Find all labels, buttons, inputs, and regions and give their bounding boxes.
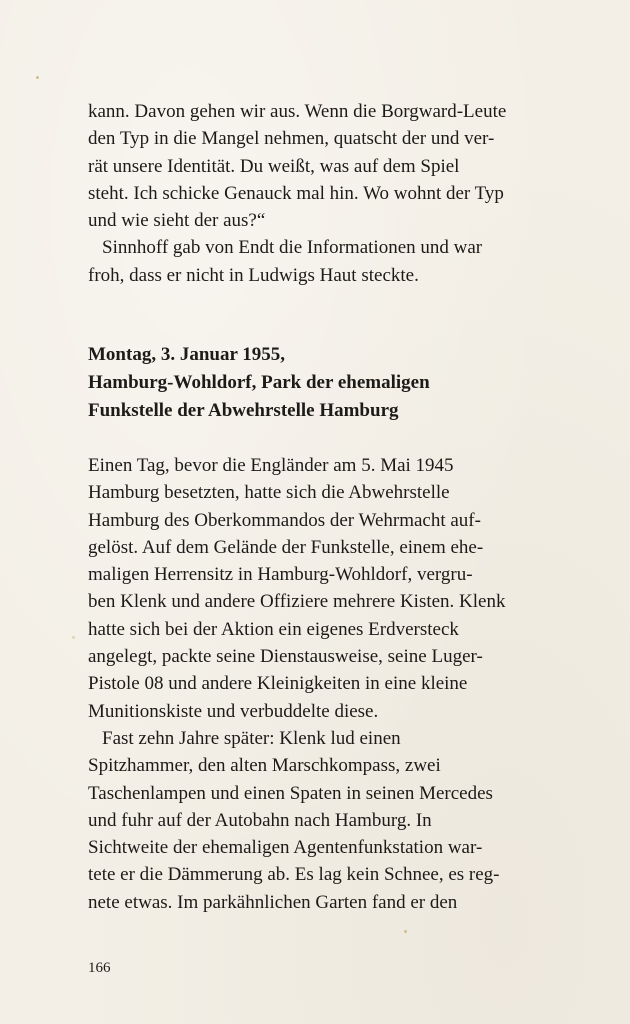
heading-line: Montag, 3. Januar 1955, — [88, 344, 286, 365]
text-line: den Typ in die Mangel nehmen, quatscht der und ver- — [88, 128, 495, 150]
paper-speck — [404, 930, 407, 933]
top-paragraph — [88, 98, 528, 289]
text-line: Einen Tag, bevor die Engländer am 5. Mai 1945 — [88, 455, 454, 476]
heading-line: Hamburg-Wohldorf, Park der ehemaligen — [88, 371, 430, 393]
text-line: nete etwas. Im parkähnlichen Garten fand er den — [88, 891, 458, 913]
text-line: tete er die Dämmerung ab. Es lag kein Schnee, es reg- — [88, 864, 500, 886]
text-line: Spitzhammer, den alten Marschkompass, zwei — [88, 755, 441, 777]
text-line: steht. Ich schicke Genauck mal hin. Wo wohnt der Typ — [88, 182, 504, 204]
page-number: 166 — [88, 960, 111, 976]
section-heading — [88, 341, 548, 424]
heading-line: Funkstelle der Abwehrstelle Hamburg — [88, 399, 399, 421]
text-line: maligen Herrensitz in Hamburg-Wohldorf, vergru- — [88, 564, 473, 586]
text-line: Hamburg besetzten, hatte sich die Abwehrstelle — [88, 482, 450, 504]
text-line: Taschenlampen und einen Spaten in seinen Mercedes — [88, 782, 493, 804]
main-text — [88, 452, 528, 916]
text-line: gelöst. Auf dem Gelände der Funkstelle, einem ehe- — [88, 536, 484, 558]
text-line: kann. Davon gehen wir aus. Wenn die Borgward-Leute — [88, 101, 507, 122]
text-line: Munitionskiste und verbuddelte diese. — [88, 700, 379, 722]
text-line: und wie sieht der aus?“ — [88, 210, 266, 232]
text-line: ben Klenk und andere Offiziere mehrere Kisten. Klenk — [88, 591, 506, 613]
text-line: Sinnhoff gab von Endt die Informationen und war — [102, 237, 483, 259]
text-line: angelegt, packte seine Dienstausweise, seine Luger- — [88, 646, 483, 668]
text-line: Hamburg des Oberkommandos der Wehrmacht auf- — [88, 509, 481, 531]
text-line: Pistole 08 und andere Kleinigkeiten in eine kleine — [88, 673, 468, 695]
text-line: und fuhr auf der Autobahn nach Hamburg. In — [88, 809, 432, 831]
paper-speck — [36, 76, 39, 79]
text-line: Sichtweite der ehemaligen Agentenfunkstation war- — [88, 837, 483, 859]
text-line: hatte sich bei der Aktion ein eigenes Erdversteck — [88, 618, 459, 640]
text-line: rät unsere Identität. Du weißt, was auf dem Spiel — [88, 155, 460, 177]
text-line: Fast zehn Jahre später: Klenk lud einen — [102, 727, 401, 749]
text-line: froh, dass er nicht in Ludwigs Haut steckte. — [88, 264, 419, 286]
paper-speck — [72, 636, 75, 639]
